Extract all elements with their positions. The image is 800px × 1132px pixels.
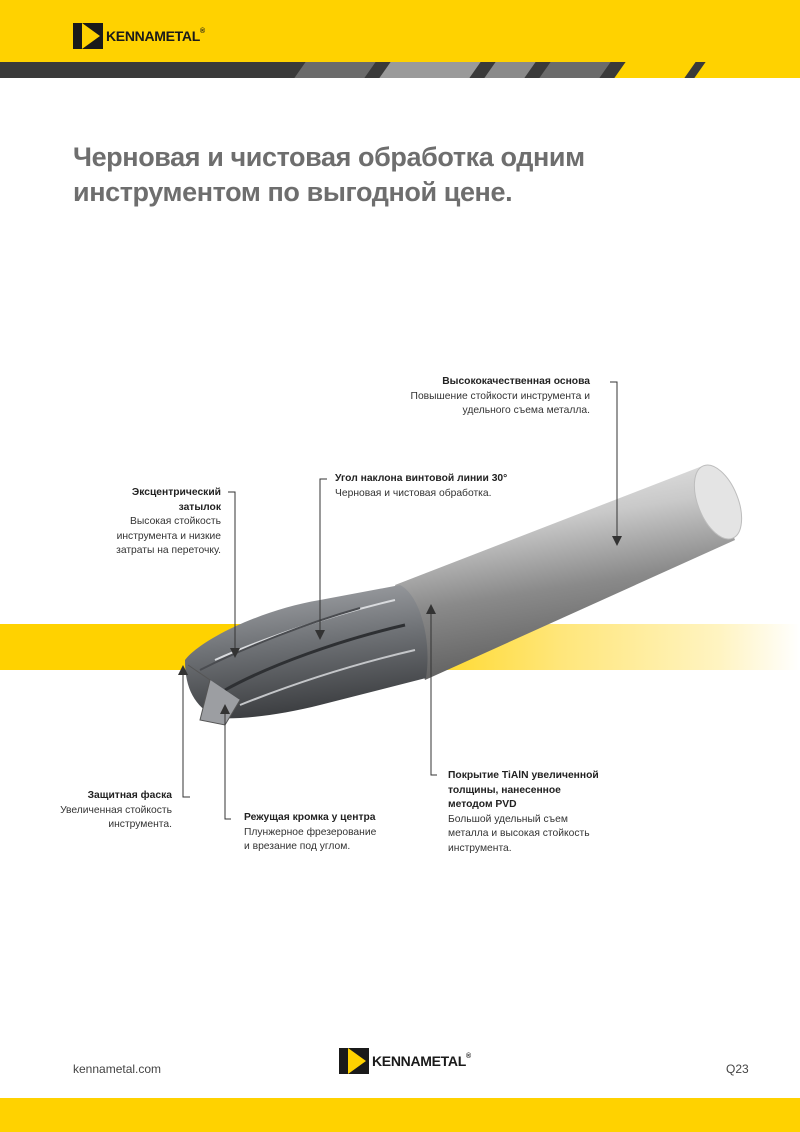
- callout-substrate: [390, 375, 590, 419]
- callout-center-cut: [244, 811, 424, 855]
- kennametal-k-icon: [339, 1048, 369, 1074]
- callout-eccentric: [100, 486, 221, 559]
- callout-eccentric-heading-1: Эксцентрический: [131, 487, 221, 498]
- callout-substrate-line-1: Повышение стойкости инструмента и: [410, 390, 590, 402]
- brand-name: KENNAMETAL: [106, 28, 200, 44]
- callout-coating: [448, 769, 648, 856]
- callout-chamfer-line-2: инструмента.: [108, 819, 172, 830]
- callout-helix-heading: Угол наклона винтовой линии 30°: [335, 473, 508, 484]
- callout-coating-heading-2: толщины, нанесенное: [448, 784, 561, 796]
- title-line-1: Черновая и чистовая обработка одним: [73, 142, 585, 172]
- callout-eccentric-heading-2: затылок: [178, 501, 221, 513]
- callout-coating-heading-1: Покрытие TiAlN увеличенной: [448, 770, 599, 781]
- footer-url[interactable]: kennametal.com: [73, 1062, 162, 1076]
- callout-substrate-line-2: удельного съема металла.: [462, 405, 590, 416]
- footer-bar: [0, 1098, 800, 1132]
- callout-center-cut-heading: Режущая кромка у центра: [244, 812, 376, 823]
- title-line-2: инструментом по выгодной цене.: [73, 177, 513, 207]
- callout-coating-heading-3: методом PVD: [448, 799, 517, 810]
- callout-chamfer: [40, 789, 172, 833]
- page-number: Q23: [726, 1062, 749, 1076]
- brand-reg: ®: [199, 28, 205, 35]
- callout-chamfer-heading: Защитная фаска: [87, 790, 172, 801]
- footer-brand-reg: ®: [465, 1053, 471, 1060]
- callout-coating-line-2: металла и высокая стойкость: [448, 828, 590, 839]
- callout-center-cut-line-2: и врезание под углом.: [244, 841, 351, 852]
- callout-eccentric-line-2: инструмента и низкие: [116, 530, 221, 542]
- footer-brand-name: KENNAMETAL: [372, 1053, 466, 1069]
- footer-logo: [339, 1048, 471, 1074]
- callout-eccentric-line-3: затраты на переточку.: [116, 545, 221, 556]
- callout-coating-line-1: Большой удельный съем: [448, 813, 568, 825]
- callout-chamfer-line-1: Увеличенная стойкость: [60, 804, 172, 816]
- callout-coating-line-3: инструмента.: [448, 842, 512, 854]
- callout-substrate-heading: Высококачественная основа: [442, 376, 590, 387]
- callout-helix-line-1: Черновая и чистовая обработка.: [335, 487, 492, 499]
- callout-eccentric-line-1: Высокая стойкость: [130, 516, 221, 527]
- callout-center-cut-line-1: Плунжерное фрезерование: [244, 826, 377, 838]
- cutting-flutes: [185, 585, 428, 725]
- callout-helix: [335, 472, 555, 501]
